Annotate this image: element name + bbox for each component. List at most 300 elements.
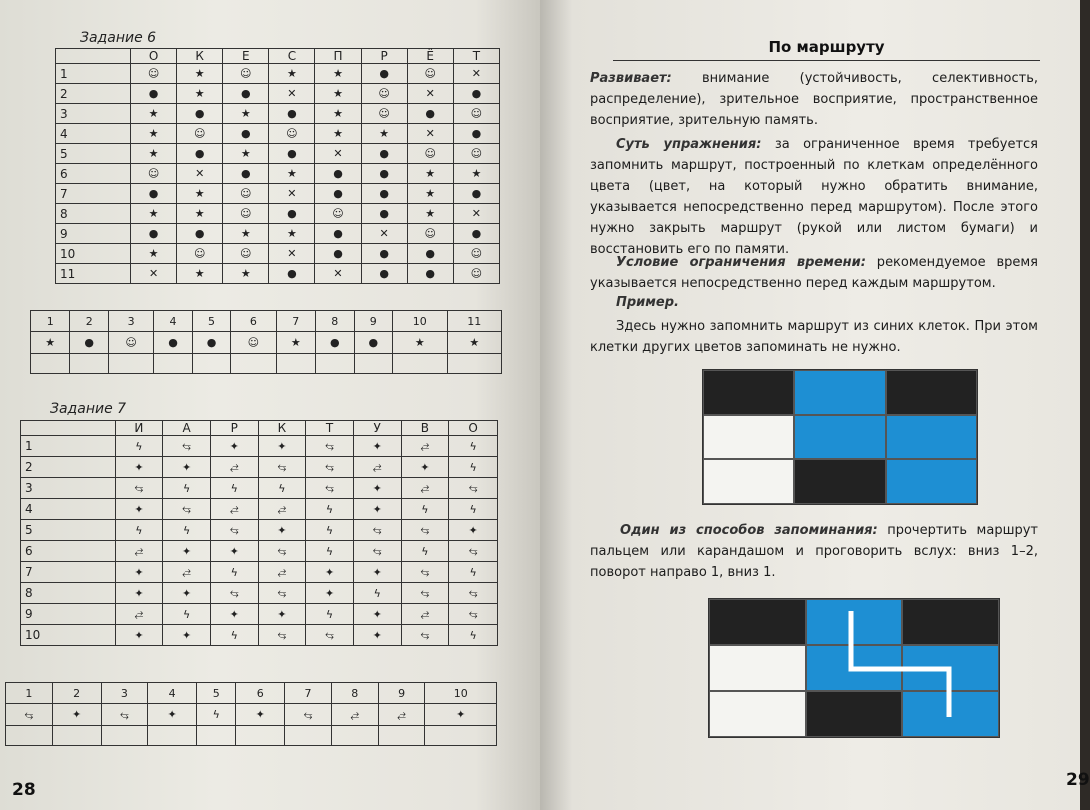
symbol-cell: ✦ (210, 436, 258, 457)
table-row (56, 84, 500, 104)
paragraph-time-limit (590, 252, 1038, 294)
symbol-cell: ⥃ (306, 478, 354, 499)
symbol-cell: ✦ (258, 436, 306, 457)
column-header: К (258, 421, 306, 436)
symbol-cell: ✕ (269, 184, 315, 204)
answer-blank-cell (148, 726, 197, 746)
symbol-cell: ⥄ (353, 457, 401, 478)
section-heading: По маршруту (768, 38, 885, 56)
answer-blank-cell (354, 354, 393, 374)
task6-answer-table (30, 310, 502, 374)
symbol-cell: ✕ (407, 84, 453, 104)
answer-symbol: ⥄ (331, 704, 378, 726)
symbol-cell: ● (223, 124, 269, 144)
symbol-cell: ⥃ (449, 478, 498, 499)
answer-number: 3 (108, 311, 153, 332)
answer-symbol: ✦ (52, 704, 101, 726)
route-cell-blue (806, 645, 903, 691)
answer-number: 1 (31, 311, 70, 332)
symbol-cell: ★ (131, 244, 177, 264)
symbol-cell: ★ (223, 144, 269, 164)
symbol-cell: ● (131, 184, 177, 204)
table-row (21, 436, 498, 457)
table-row (21, 457, 498, 478)
symbol-cell: ★ (223, 264, 269, 284)
symbol-cell: ● (361, 244, 407, 264)
row-number: 7 (56, 184, 131, 204)
symbol-cell: ☺ (223, 204, 269, 224)
route-cell-black (886, 370, 977, 415)
row-number: 1 (56, 64, 131, 84)
row-number: 5 (56, 144, 131, 164)
symbol-cell: ★ (407, 184, 453, 204)
symbol-cell: ϟ (306, 499, 354, 520)
symbol-cell: ✦ (163, 541, 211, 562)
symbol-cell: ★ (177, 64, 223, 84)
symbol-cell: ⥃ (306, 436, 354, 457)
symbol-cell: ● (407, 264, 453, 284)
table-row (21, 541, 498, 562)
answer-symbol: ✦ (236, 704, 285, 726)
symbol-cell: ⥃ (353, 520, 401, 541)
symbol-cell: ⥃ (163, 436, 211, 457)
symbol-cell: ☺ (407, 64, 453, 84)
symbol-cell: ☺ (453, 104, 499, 124)
symbol-cell: ⥃ (258, 583, 306, 604)
row-number: 6 (56, 164, 131, 184)
heading-rule (613, 60, 1040, 61)
answer-blank-cell (285, 726, 332, 746)
symbol-cell: ● (223, 164, 269, 184)
symbol-cell: ⥃ (449, 541, 498, 562)
row-number: 3 (21, 478, 116, 499)
symbol-cell: ● (453, 184, 499, 204)
column-header: Ё (407, 49, 453, 64)
symbol-cell: ✦ (210, 604, 258, 625)
answer-blank-cell (231, 354, 276, 374)
row-number: 9 (56, 224, 131, 244)
symbol-cell: ✕ (361, 224, 407, 244)
symbol-cell: ⥄ (401, 436, 449, 457)
symbol-cell: ϟ (449, 436, 498, 457)
answer-symbol: ✦ (425, 704, 497, 726)
task6-title: Задание 6 (80, 30, 157, 46)
answer-blank-cell (31, 354, 70, 374)
symbol-cell: ★ (315, 84, 361, 104)
symbol-cell: ✦ (163, 625, 211, 646)
symbol-cell: ● (315, 244, 361, 264)
symbol-cell: ⥄ (258, 499, 306, 520)
column-header: Р (361, 49, 407, 64)
answer-blank-cell (108, 354, 153, 374)
symbol-cell: ϟ (163, 604, 211, 625)
column-header: И (115, 421, 163, 436)
label-memorize: Один из способов запоминания: (620, 523, 878, 538)
symbol-cell: ☺ (453, 264, 499, 284)
answer-blank-cell (447, 354, 502, 374)
symbol-cell: ✦ (353, 478, 401, 499)
table-row (56, 144, 500, 164)
table-row (56, 164, 500, 184)
table-row (56, 204, 500, 224)
symbol-cell: ✦ (115, 562, 163, 583)
answer-number: 10 (425, 683, 497, 704)
table-row (21, 478, 498, 499)
answer-blank-cell (425, 726, 497, 746)
row-number: 1 (21, 436, 116, 457)
symbol-cell: ⥃ (115, 478, 163, 499)
row-number: 10 (21, 625, 116, 646)
symbol-cell: ✦ (306, 562, 354, 583)
symbol-cell: ⥄ (401, 604, 449, 625)
answer-symbol: ⥃ (285, 704, 332, 726)
column-header: Р (210, 421, 258, 436)
answer-symbol: ● (70, 332, 109, 354)
answer-blank-cell (236, 726, 285, 746)
symbol-cell: ☺ (223, 184, 269, 204)
left-page (0, 0, 540, 810)
answer-symbol: ● (192, 332, 231, 354)
symbol-cell: ϟ (115, 436, 163, 457)
symbol-cell: ● (269, 144, 315, 164)
symbol-cell: ϟ (449, 457, 498, 478)
answer-blank-cell (101, 726, 148, 746)
symbol-cell: ✦ (258, 520, 306, 541)
symbol-cell: ⥃ (258, 625, 306, 646)
route-cell-black (794, 459, 885, 504)
table-row (56, 124, 500, 144)
label-example: Пример. (616, 295, 679, 310)
answer-symbol: ● (154, 332, 193, 354)
symbol-cell: ϟ (306, 604, 354, 625)
symbol-cell: ✕ (269, 244, 315, 264)
symbol-cell: ✦ (115, 583, 163, 604)
answer-blank-cell (276, 354, 315, 374)
answer-blank-cell (154, 354, 193, 374)
route-cell-black (806, 691, 903, 737)
symbol-cell: ● (407, 244, 453, 264)
symbol-cell: ● (177, 104, 223, 124)
symbol-cell: ☺ (177, 244, 223, 264)
symbol-cell: ⥃ (449, 583, 498, 604)
symbol-cell: ⥃ (163, 499, 211, 520)
symbol-cell: ⥃ (210, 583, 258, 604)
column-header: П (315, 49, 361, 64)
answer-number: 9 (378, 683, 425, 704)
symbol-cell: ★ (131, 124, 177, 144)
symbol-cell: ☺ (407, 224, 453, 244)
symbol-cell: ✦ (258, 604, 306, 625)
row-number: 8 (56, 204, 131, 224)
symbol-cell: ✦ (449, 520, 498, 541)
symbol-cell: ● (361, 264, 407, 284)
symbol-cell: ⥃ (401, 583, 449, 604)
symbol-cell: ϟ (163, 478, 211, 499)
symbol-cell: ☺ (223, 64, 269, 84)
page-number-right: 29 (1066, 770, 1090, 790)
text-essence: за ограниченное время требуется запомнить маршрут, построенный по клеткам определённого цвета (цвет, на который нужно обратить внимание, указывается непосредственно перед маршрутом). После этого нужно закрыть маршрут (рукой или листом бумаги) и восстановить его по памяти. (590, 137, 1039, 257)
route-cell-blue (886, 415, 977, 460)
symbol-cell: ⥃ (353, 541, 401, 562)
answer-symbol: ϟ (197, 704, 236, 726)
symbol-cell: ● (453, 124, 499, 144)
symbol-cell: ● (361, 204, 407, 224)
table-row (21, 583, 498, 604)
answer-blank-cell (6, 726, 53, 746)
route-cell-blue (794, 370, 885, 415)
answer-number: 5 (192, 311, 231, 332)
text-time-limit: рекомендуемое время указывается непосредственно перед каждым маршрутом. (590, 255, 1038, 291)
answer-symbol: ⥄ (378, 704, 425, 726)
answer-number: 10 (393, 311, 447, 332)
symbol-cell: ● (315, 164, 361, 184)
symbol-cell: ϟ (449, 625, 498, 646)
label-time-limit: Условие ограничения времени: (616, 255, 866, 270)
symbol-cell: ⥄ (210, 499, 258, 520)
right-page (540, 0, 1090, 810)
answer-number: 5 (197, 683, 236, 704)
table-row (56, 224, 500, 244)
symbol-cell: ● (315, 184, 361, 204)
symbol-cell: ☺ (131, 164, 177, 184)
row-number: 11 (56, 264, 131, 284)
symbol-cell: ☺ (131, 64, 177, 84)
symbol-cell: ✦ (306, 583, 354, 604)
paragraph-develops (590, 68, 1038, 131)
symbol-cell: ★ (361, 124, 407, 144)
column-header: О (449, 421, 498, 436)
symbol-cell: ☺ (361, 104, 407, 124)
column-header: Т (453, 49, 499, 64)
symbol-cell: ☺ (453, 244, 499, 264)
row-number: 8 (21, 583, 116, 604)
answer-symbol: ☺ (108, 332, 153, 354)
paragraph-essence (590, 134, 1038, 260)
symbol-cell: ★ (223, 224, 269, 244)
table-row (56, 64, 500, 84)
answer-blank-cell (331, 726, 378, 746)
symbol-cell: ✕ (315, 144, 361, 164)
symbol-cell: ⥃ (306, 625, 354, 646)
answer-symbol: ★ (276, 332, 315, 354)
symbol-cell: ★ (407, 204, 453, 224)
symbol-cell: ● (453, 224, 499, 244)
symbol-cell: ● (361, 64, 407, 84)
route-cell-blue (806, 599, 903, 645)
symbol-cell: ☺ (223, 244, 269, 264)
row-number: 10 (56, 244, 131, 264)
answer-number: 7 (276, 311, 315, 332)
answer-number: 1 (6, 683, 53, 704)
column-header: О (131, 49, 177, 64)
symbol-cell: ⥄ (163, 562, 211, 583)
symbol-cell: ● (315, 224, 361, 244)
symbol-cell: ⥃ (401, 625, 449, 646)
table-row (21, 562, 498, 583)
route-cell-blue (794, 415, 885, 460)
symbol-cell: ● (361, 164, 407, 184)
route-cell-white (703, 459, 794, 504)
symbol-cell: ✕ (131, 264, 177, 284)
symbol-cell: ★ (131, 204, 177, 224)
symbol-cell: ● (131, 224, 177, 244)
symbol-cell: ☺ (453, 144, 499, 164)
row-number: 2 (56, 84, 131, 104)
answer-symbol: ⥃ (6, 704, 53, 726)
table-row (56, 264, 500, 284)
row-number: 4 (56, 124, 131, 144)
symbol-cell: ● (177, 224, 223, 244)
route-cell-white (709, 691, 806, 737)
symbol-cell: ★ (177, 204, 223, 224)
symbol-cell: ✦ (115, 457, 163, 478)
symbol-cell: ✦ (353, 625, 401, 646)
symbol-cell: ϟ (449, 499, 498, 520)
answer-symbol: ● (354, 332, 393, 354)
symbol-cell: ● (361, 144, 407, 164)
answer-blank-cell (316, 354, 355, 374)
row-number: 7 (21, 562, 116, 583)
symbol-cell: ★ (315, 124, 361, 144)
column-header: Е (223, 49, 269, 64)
answer-blank-cell (197, 726, 236, 746)
answer-blank-cell (393, 354, 447, 374)
row-number: 5 (21, 520, 116, 541)
route-cell-blue (886, 459, 977, 504)
task7-title: Задание 7 (50, 401, 127, 417)
symbol-cell: ★ (269, 64, 315, 84)
table-row (56, 244, 500, 264)
column-header: С (269, 49, 315, 64)
answer-symbol: ★ (31, 332, 70, 354)
label-essence: Суть упражнения: (616, 137, 762, 152)
answer-symbol: ☺ (231, 332, 276, 354)
symbol-cell: ϟ (210, 562, 258, 583)
symbol-cell: ϟ (163, 520, 211, 541)
symbol-cell: ✦ (163, 583, 211, 604)
answer-blank-cell (378, 726, 425, 746)
symbol-cell: ✦ (353, 436, 401, 457)
symbol-cell: ★ (315, 64, 361, 84)
route-grid-traced (708, 598, 1000, 738)
page-number-left: 28 (12, 780, 36, 800)
answer-number: 2 (52, 683, 101, 704)
answer-blank-cell (192, 354, 231, 374)
symbol-cell: ⥃ (401, 520, 449, 541)
text-memorize: прочертить маршрут пальцем или карандашом и проговорить вслух: вниз 1–2, поворот направо 1, вниз 1. (590, 523, 1038, 580)
symbol-cell: ϟ (210, 478, 258, 499)
symbol-cell: ● (453, 84, 499, 104)
table-row (21, 604, 498, 625)
symbol-cell: ✦ (353, 499, 401, 520)
symbol-cell: ✕ (453, 64, 499, 84)
table-row (21, 625, 498, 646)
answer-blank-cell (70, 354, 109, 374)
row-number: 9 (21, 604, 116, 625)
row-number: 4 (21, 499, 116, 520)
table-row (56, 104, 500, 124)
symbol-cell: ☺ (177, 124, 223, 144)
paragraph-memorize (590, 520, 1038, 583)
symbol-cell: ● (269, 204, 315, 224)
symbol-cell: ϟ (258, 478, 306, 499)
symbol-cell: ⥃ (401, 562, 449, 583)
symbol-cell: ϟ (449, 562, 498, 583)
answer-symbol: ✦ (148, 704, 197, 726)
route-cell-blue (902, 691, 999, 737)
answer-symbol: ⥃ (101, 704, 148, 726)
answer-number: 4 (154, 311, 193, 332)
symbol-cell: ✦ (115, 625, 163, 646)
answer-symbol: ★ (393, 332, 447, 354)
route-cell-white (703, 415, 794, 460)
symbol-cell: ϟ (306, 541, 354, 562)
symbol-cell: ✦ (353, 604, 401, 625)
answer-number: 8 (316, 311, 355, 332)
symbol-cell: ★ (223, 104, 269, 124)
symbol-cell: ✕ (269, 84, 315, 104)
symbol-cell: ✦ (401, 457, 449, 478)
symbol-cell: ★ (453, 164, 499, 184)
symbol-cell: ⥃ (306, 457, 354, 478)
label-develops: Развивает: (590, 71, 672, 86)
symbol-cell: ● (177, 144, 223, 164)
column-header: А (163, 421, 211, 436)
symbol-cell: ϟ (353, 583, 401, 604)
symbol-cell: ✦ (115, 499, 163, 520)
column-header: К (177, 49, 223, 64)
symbol-cell: ✕ (407, 124, 453, 144)
symbol-cell: ★ (269, 164, 315, 184)
answer-number: 7 (285, 683, 332, 704)
symbol-cell: ☺ (407, 144, 453, 164)
table-row (21, 499, 498, 520)
answer-number: 2 (70, 311, 109, 332)
task7-answer-table (5, 682, 497, 746)
answer-number: 9 (354, 311, 393, 332)
table-row (21, 520, 498, 541)
symbol-cell: ✦ (210, 541, 258, 562)
answer-number: 11 (447, 311, 502, 332)
symbol-cell: ✕ (315, 264, 361, 284)
answer-symbol: ★ (447, 332, 502, 354)
symbol-cell: ⥄ (115, 541, 163, 562)
route-cell-black (703, 370, 794, 415)
table-row (56, 184, 500, 204)
column-header: У (353, 421, 401, 436)
route-cell-black (902, 599, 999, 645)
symbol-cell: ● (407, 104, 453, 124)
symbol-cell: ⥄ (258, 562, 306, 583)
answer-symbol: ● (316, 332, 355, 354)
answer-number: 6 (231, 311, 276, 332)
symbol-cell: ● (269, 104, 315, 124)
symbol-cell: ϟ (210, 625, 258, 646)
symbol-cell: ⥃ (258, 541, 306, 562)
symbol-cell: ★ (131, 144, 177, 164)
symbol-cell: ● (131, 84, 177, 104)
route-cell-black (709, 599, 806, 645)
symbol-cell: ★ (407, 164, 453, 184)
symbol-cell: ★ (177, 84, 223, 104)
symbol-cell: ★ (269, 224, 315, 244)
column-header: Т (306, 421, 354, 436)
row-number: 2 (21, 457, 116, 478)
text-develops: внимание (устойчивость, селективность, распределение), зрительное восприятие, пространственное восприятие, зрительную память. (590, 71, 1038, 128)
symbol-cell: ϟ (115, 520, 163, 541)
corner-cell (56, 49, 131, 64)
symbol-cell: ★ (177, 264, 223, 284)
